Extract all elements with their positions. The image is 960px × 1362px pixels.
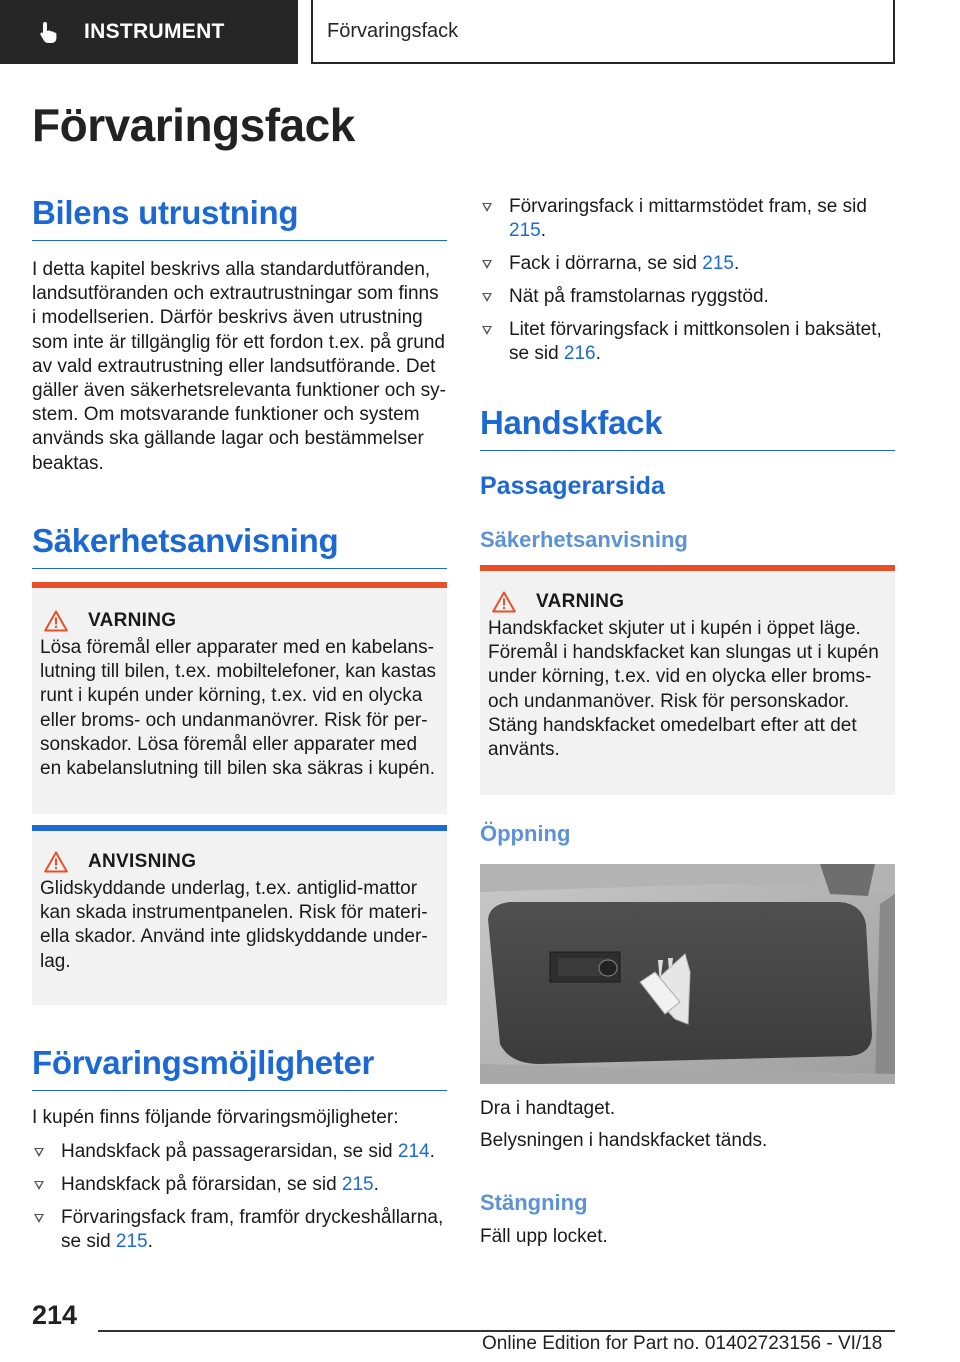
- list-item: Förvaringsfack i mittarmstödet fram, se sid 215.: [480, 195, 895, 243]
- warning-bar: [32, 582, 447, 588]
- opening-step-1: Dra i handtaget.: [480, 1098, 616, 1119]
- page-ref-link[interactable]: 215: [509, 220, 541, 241]
- notice-label: ANVISNING: [88, 851, 197, 872]
- closing-text: Fäll upp locket.: [480, 1226, 608, 1247]
- heading-safety: Säkerhetsanvisning: [32, 522, 447, 569]
- warning-triangle-icon: [44, 610, 68, 632]
- list-item: Nät på framstolarnas ryggstöd.: [480, 285, 895, 309]
- options-list-left: [32, 1140, 447, 1263]
- bullet-triangle-icon: [482, 260, 492, 269]
- section-tab[interactable]: [311, 0, 895, 64]
- page-title: Förvaringsfack: [32, 99, 355, 151]
- heading-options: Förvaringsmöjligheter: [32, 1044, 447, 1091]
- edition-text: Online Edition for Part no. 01402723156 - VI/18: [482, 1333, 883, 1354]
- warning-label: VARNING: [536, 591, 625, 612]
- opening-step-2: Belysningen i handskfacket tänds.: [480, 1130, 768, 1151]
- list-item: Litet förvaringsfack i mittkonsolen i baksätet, se sid 216.: [480, 318, 895, 366]
- list-item: Handskfack på passagerarsidan, se sid 214.: [32, 1140, 447, 1164]
- page-ref-link[interactable]: 214: [397, 1141, 430, 1162]
- heading-glovebox: Handskfack: [480, 404, 895, 451]
- notice-bar: [32, 825, 447, 831]
- section-label: Förvaringsfack: [327, 19, 459, 42]
- page-ref-link[interactable]: 215: [115, 1231, 148, 1252]
- warning-box: [32, 582, 447, 814]
- hand-pointer-icon: [36, 19, 62, 45]
- notice-triangle-icon: [44, 851, 68, 873]
- options-intro: I kupén finns följande förvaringsmöjligheter:: [32, 1107, 399, 1128]
- glovebox-photo: [480, 864, 895, 1084]
- page-ref-link[interactable]: 216: [563, 343, 596, 364]
- list-item: Handskfack på förarsidan, se sid 215.: [32, 1173, 447, 1197]
- options-list-right: [480, 195, 895, 375]
- bullet-triangle-icon: [34, 1181, 44, 1190]
- warning-triangle-icon: [492, 591, 516, 613]
- equipment-text: I detta kapitel beskrivs alla standardutföranden, landsutföranden och extrautrustningar som finns i modellserien. Därför beskrivs även utrustning som inte är tillgänglig för ett fordon t.ex. på grund av vald extrautrustning eller landsutförande. Det gäller även säkerhetsrelevanta funktioner och sy-stem. Om motsvarande funktioner och system används ska gällande lagar och bestämmelser beaktas.: [32, 259, 447, 474]
- warning-text: Handskfacket skjuter ut i kupén i öppet läge. Föremål i handskfacket kan slungas ut i kupén under körning, t.ex. vid en olycka eller broms- och undanmanöver. Risk för personskador. Stäng handskfacket omedelbart efter att det använts.: [488, 618, 879, 761]
- heading-passenger: Passagerarsida: [480, 472, 665, 500]
- bullet-triangle-icon: [482, 203, 492, 212]
- page-ref-link[interactable]: 215: [702, 253, 734, 274]
- warning-label: VARNING: [88, 610, 177, 631]
- page-ref-link[interactable]: 215: [341, 1174, 374, 1195]
- list-item: Förvaringsfack fram, framför dryckeshållarna, se sid 215.: [32, 1206, 447, 1254]
- warning-text: Lösa föremål eller apparater med en kabelans-lutning till bilen, t.ex. mobiltelefoner, kan kastas runt i kupén under körning, t.ex. vid en olycka eller broms- och undanmanövrer. Risk för per-sonskador. Lösa föremål eller apparater med en kabelanslutning till bilen ska säkras i kupén.: [40, 637, 437, 780]
- warning-bar: [480, 565, 895, 571]
- heading-safety-right: Säkerhetsanvisning: [480, 527, 688, 552]
- heading-equipment: Bilens utrustning: [32, 194, 447, 241]
- bullet-triangle-icon: [482, 326, 492, 335]
- notice-text: Glidskyddande underlag, t.ex. antiglid-mattor kan skada instrumentpanelen. Risk för materi-ella skador. Använd inte glidskyddande under-lag.: [40, 878, 428, 972]
- heading-opening: Öppning: [480, 821, 571, 846]
- list-item: Fack i dörrarna, se sid 215.: [480, 252, 895, 276]
- page-header: [0, 0, 960, 66]
- warning-box-right: [480, 565, 895, 795]
- page-number: 214: [32, 1300, 78, 1330]
- bullet-triangle-icon: [34, 1148, 44, 1157]
- chapter-label: INSTRUMENT: [84, 20, 225, 43]
- notice-box: [32, 825, 447, 1005]
- heading-closing: Stängning: [480, 1190, 588, 1215]
- chapter-tab[interactable]: [0, 0, 298, 64]
- bullet-triangle-icon: [34, 1214, 44, 1223]
- footer-divider: [98, 1330, 895, 1332]
- bullet-triangle-icon: [482, 293, 492, 302]
